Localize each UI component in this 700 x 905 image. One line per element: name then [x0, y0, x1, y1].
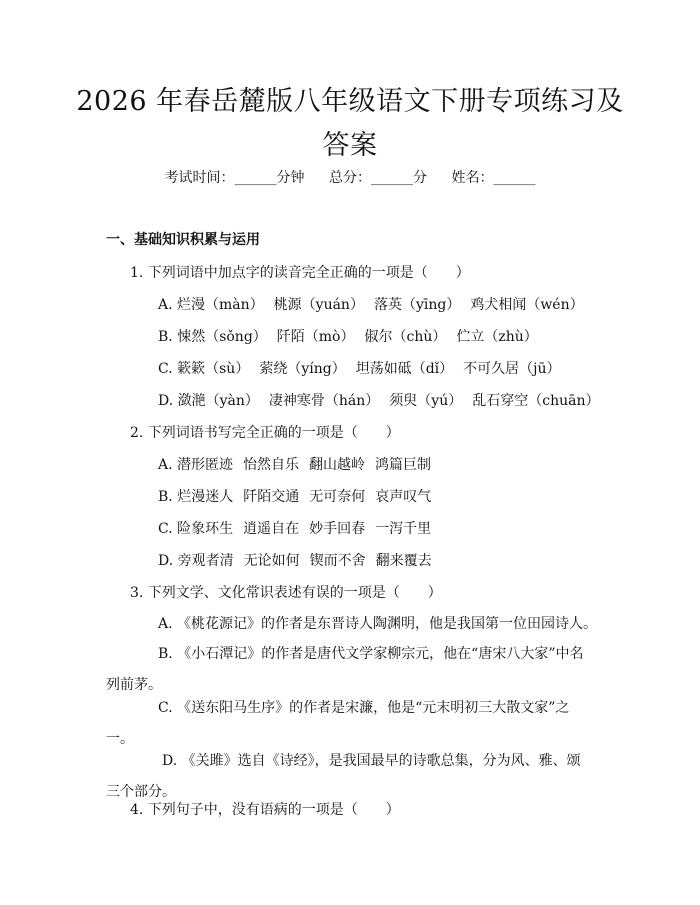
- option-text: C. 《送东阳马生序》的作者是宋濂，他是“元末明初三大散文家”之一。: [106, 700, 570, 747]
- option-item: 鸡犬相闻（wén）: [470, 297, 584, 313]
- option-item: D. 潋滟（yàn）: [158, 393, 259, 409]
- option-item: 妙手回春: [309, 521, 366, 537]
- student-name: 姓名：______: [451, 170, 536, 186]
- option-item: 阡陌交通: [243, 489, 300, 505]
- option-text: B. 《小石潭记》的作者是唐代文学家柳宗元，他在“唐宋八大家”中名列前茅。: [106, 646, 584, 693]
- option-item: 翻来覆去: [375, 553, 432, 569]
- option-item: 落英（yīng）: [373, 297, 461, 313]
- question-1-option-c: [158, 359, 571, 379]
- option-item: B. 悚然（sǒng）: [158, 329, 267, 345]
- option-item: 阡陌（mò）: [276, 329, 355, 345]
- option-text: D. 《关雎》选自《诗经》，是我国最早的诗歌总集，分为风、雅、颂三个部分。: [106, 753, 581, 800]
- total-score: 总分：______分: [329, 170, 427, 186]
- option-item: 伫立（zhù）: [456, 329, 538, 345]
- option-item: 乱石穿空（chuān）: [472, 393, 600, 409]
- title-line-1: 2026 年春岳麓版八年级语文下册专项练习及: [76, 86, 624, 117]
- option-item: A. 烂漫（màn）: [158, 297, 264, 313]
- option-item: 萦绕（yíng）: [259, 361, 346, 377]
- question-2-stem: 2. 下列词语书写完全正确的一项是（ ）: [130, 425, 400, 441]
- option-item: D. 旁观者清: [158, 553, 234, 569]
- question-4-stem: 4. 下列句子中，没有语病的一项是（ ）: [130, 802, 400, 818]
- option-item: A. 潜形匿迹: [158, 457, 234, 473]
- question-3-option-a: A. 《桃花源记》的作者是东晋诗人陶渊明，他是我国第一位田园诗人。: [158, 616, 598, 632]
- exam-meta: [0, 168, 700, 188]
- option-item: B. 烂漫迷人: [158, 489, 234, 505]
- question-2-option-d: [158, 551, 442, 571]
- question-2-option-b: [158, 487, 441, 507]
- option-item: 一泻千里: [375, 521, 432, 537]
- exam-time: 考试时间：______分钟: [164, 170, 305, 186]
- option-item: 哀声叹气: [375, 489, 432, 505]
- question-1-stem: 1. 下列词语中加点字的读音完全正确的一项是（ ）: [130, 265, 470, 281]
- option-item: 鸿篇巨制: [375, 457, 432, 473]
- question-3-option-d: [106, 746, 590, 808]
- option-item: C. 簌簌（sù）: [158, 361, 250, 377]
- option-item: 无论如何: [243, 553, 300, 569]
- option-item: 无可奈何: [309, 489, 366, 505]
- option-item: 翻山越岭: [309, 457, 366, 473]
- option-item: 坦荡如砥（dǐ）: [355, 361, 454, 377]
- option-item: 锲而不舍: [309, 553, 366, 569]
- question-1-option-d: [158, 391, 609, 411]
- option-item: 俶尔（chù）: [364, 329, 447, 345]
- question-3-stem: 3. 下列文学、文化常识表述有误的一项是（ ）: [130, 585, 442, 601]
- question-2-option-a: [158, 455, 441, 475]
- option-item: 须臾（yú）: [389, 393, 463, 409]
- option-item: 凄神寒骨（hán）: [268, 393, 380, 409]
- section-heading: 一、基础知识积累与运用: [106, 232, 260, 248]
- question-3-option-b: [106, 639, 590, 701]
- option-item: 逍遥自在: [243, 521, 300, 537]
- option-item: C. 险象环生: [158, 521, 234, 537]
- option-item: 桃源（yuán）: [273, 297, 364, 313]
- question-1-option-b: [158, 327, 548, 347]
- title-line-2: 答案: [322, 130, 378, 161]
- option-item: 怡然自乐: [243, 457, 300, 473]
- question-2-option-c: [158, 519, 441, 539]
- question-1-option-a: [158, 295, 594, 315]
- page-title: [60, 80, 640, 168]
- option-item: 不可久居（jū）: [463, 361, 561, 377]
